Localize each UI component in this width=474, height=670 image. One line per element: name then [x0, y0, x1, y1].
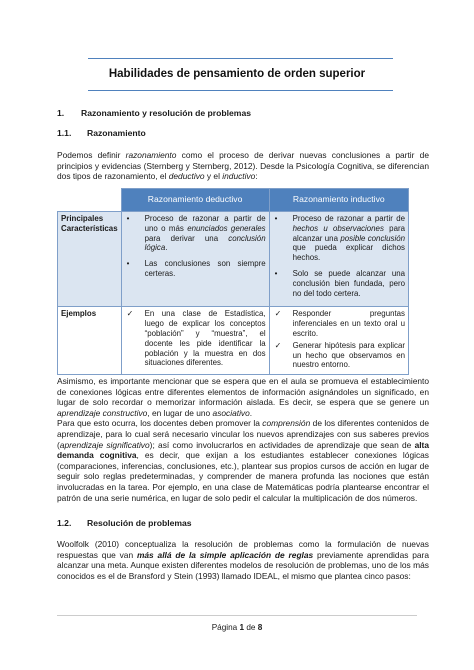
table-row-label-characteristics: Principales Características — [58, 212, 122, 307]
section-1-2-heading — [57, 518, 192, 528]
page-title: Habilidades de pensamiento de orden superior — [108, 68, 366, 80]
intro-paragraph — [57, 150, 429, 182]
bullet-icon: • — [274, 268, 278, 278]
intro-text-b: como el proceso de derivar nuevas conclusiones a partir de principios y evidencias (Sternberg y Sternberg, 2012). Desde la Psicología Cognitiva, se diferencian dos tipos de razonamiento, el — [57, 150, 429, 182]
section-1-2-number: 1.2. — [57, 518, 72, 528]
page-footer — [0, 623, 474, 632]
section-1-heading — [57, 108, 251, 118]
section-1-1-number: 1.1. — [57, 128, 72, 138]
section-1-number: 1. — [57, 108, 65, 118]
checkmark-icon: ✓ — [274, 309, 282, 319]
title-bottom-rule — [88, 90, 393, 91]
table-row-label-examples: Ejemplos — [58, 307, 122, 375]
section-1-1-heading — [57, 128, 146, 138]
section-1-title: Razonamiento y resolución de problemas — [81, 108, 252, 118]
table-header-inductive: Razonamiento inductivo — [269, 189, 408, 212]
checkmark-icon: ✓ — [274, 340, 282, 350]
checkmark-icon: ✓ — [126, 309, 134, 319]
table-corner-cell — [58, 189, 122, 212]
bullet-icon: • — [126, 259, 130, 269]
list-item: • Las conclusiones son siempre certeras. — [126, 259, 266, 278]
intro-emphasis-inductivo: inductivo — [222, 171, 256, 182]
list-item: • Proceso de razonar a partir de hechos u observaciones para alcanzar una posible conclusión que pueda explicar dichos hechos. — [274, 214, 406, 263]
footer-current-page: 1 — [239, 623, 245, 632]
intro-text-d: : — [255, 171, 258, 182]
footer-rule — [57, 615, 417, 616]
table-header-deductive: Razonamiento deductivo — [121, 189, 269, 212]
intro-text-a: Podemos definir — [57, 150, 126, 160]
intro-text-c: y el — [204, 171, 223, 182]
section-1-2-title: Resolución de problemas — [87, 518, 192, 528]
list-item: ✓ En una clase de Estadística, luego de explicar los conceptos “población” y “muestra”, el docente les pide identificar la población y la muestra en dos situaciones diferentes. — [126, 309, 266, 368]
table-cell-deductive-characteristics — [121, 212, 269, 307]
footer-page-label: Página — [211, 623, 238, 632]
footer-total-pages: 8 — [257, 623, 263, 632]
footer-of-label: de — [246, 623, 256, 632]
list-item: • Solo se puede alcanzar una conclusión bien fundada, pero no del todo certera. — [274, 268, 405, 298]
title-top-rule — [88, 58, 393, 59]
intro-emphasis-deductivo: deductivo — [168, 171, 205, 182]
table-cell-inductive-examples — [269, 307, 408, 375]
table-cell-deductive-example — [121, 307, 269, 375]
bullet-icon: • — [274, 214, 278, 223]
section-1-1-title: Razonamiento — [87, 128, 146, 138]
intro-emphasis-razonamiento: razonamiento — [125, 150, 177, 160]
paragraph-problem-solving: Woolfolk (2010) conceptualiza la resolución de problemas como la formulación de nuevas respuestas que van más allá de la simple aplicación de reglas previamente aprendidas para alcanzar una meta. Aunque existen diferentes modelos de resolución de problemas, uno de los más conocidos es el de Bransford y Stein (1993) llamado IDEAL, el mismo que plantea cinco pasos: — [57, 539, 430, 581]
table-cell-inductive-characteristics — [269, 212, 408, 307]
reasoning-comparison-table — [57, 188, 409, 375]
bullet-icon: • — [126, 214, 130, 223]
list-item: • Proceso de razonar a partir de uno o más enunciados generales para derivar una conclusión lógica. — [126, 214, 266, 253]
list-item: ✓ Responder preguntas inferenciales en un texto oral u escrito. — [274, 309, 405, 338]
paragraph-constructive-learning: Asimismo, es importante mencionar que se espera que en el aula se promueva el establecimiento de conexiones lógicas entre diferentes elementos de información asignándoles un significado, en lugar de solo recordar o memorizar información aislada. Es decir, se espera que se genere un aprendizaje constructivo, en lugar de uno asociativo. Para que esto ocurra, los docentes deben promover la comprensión de los diferentes contenidos de aprendizaje, para lo cual será necesario vincular los nuevos aprendizajes con sus saberes previos (aprendizaje significativo); así como involucrarlos en actividades de aprendizaje que sean de alta demanda cognitiva, es decir, que exijan a los estudiantes establecer conexiones lógicas (comparaciones, inferencias, conclusiones, etc.), plantear sus propios cursos de acción en lugar de seguir solo reglas predeterminadas, y comprender de manera profunda las nociones que están involucradas en la tarea. Por ejemplo, en una clase de Matemáticas podría plantearse encontrar el patrón de una serie numérica, en lugar de solo pedir el calcular la multiplicación de dos números. — [57, 376, 429, 503]
list-item: ✓ Generar hipótesis para explicar un hecho que observamos en nuestro entorno. — [274, 340, 405, 370]
